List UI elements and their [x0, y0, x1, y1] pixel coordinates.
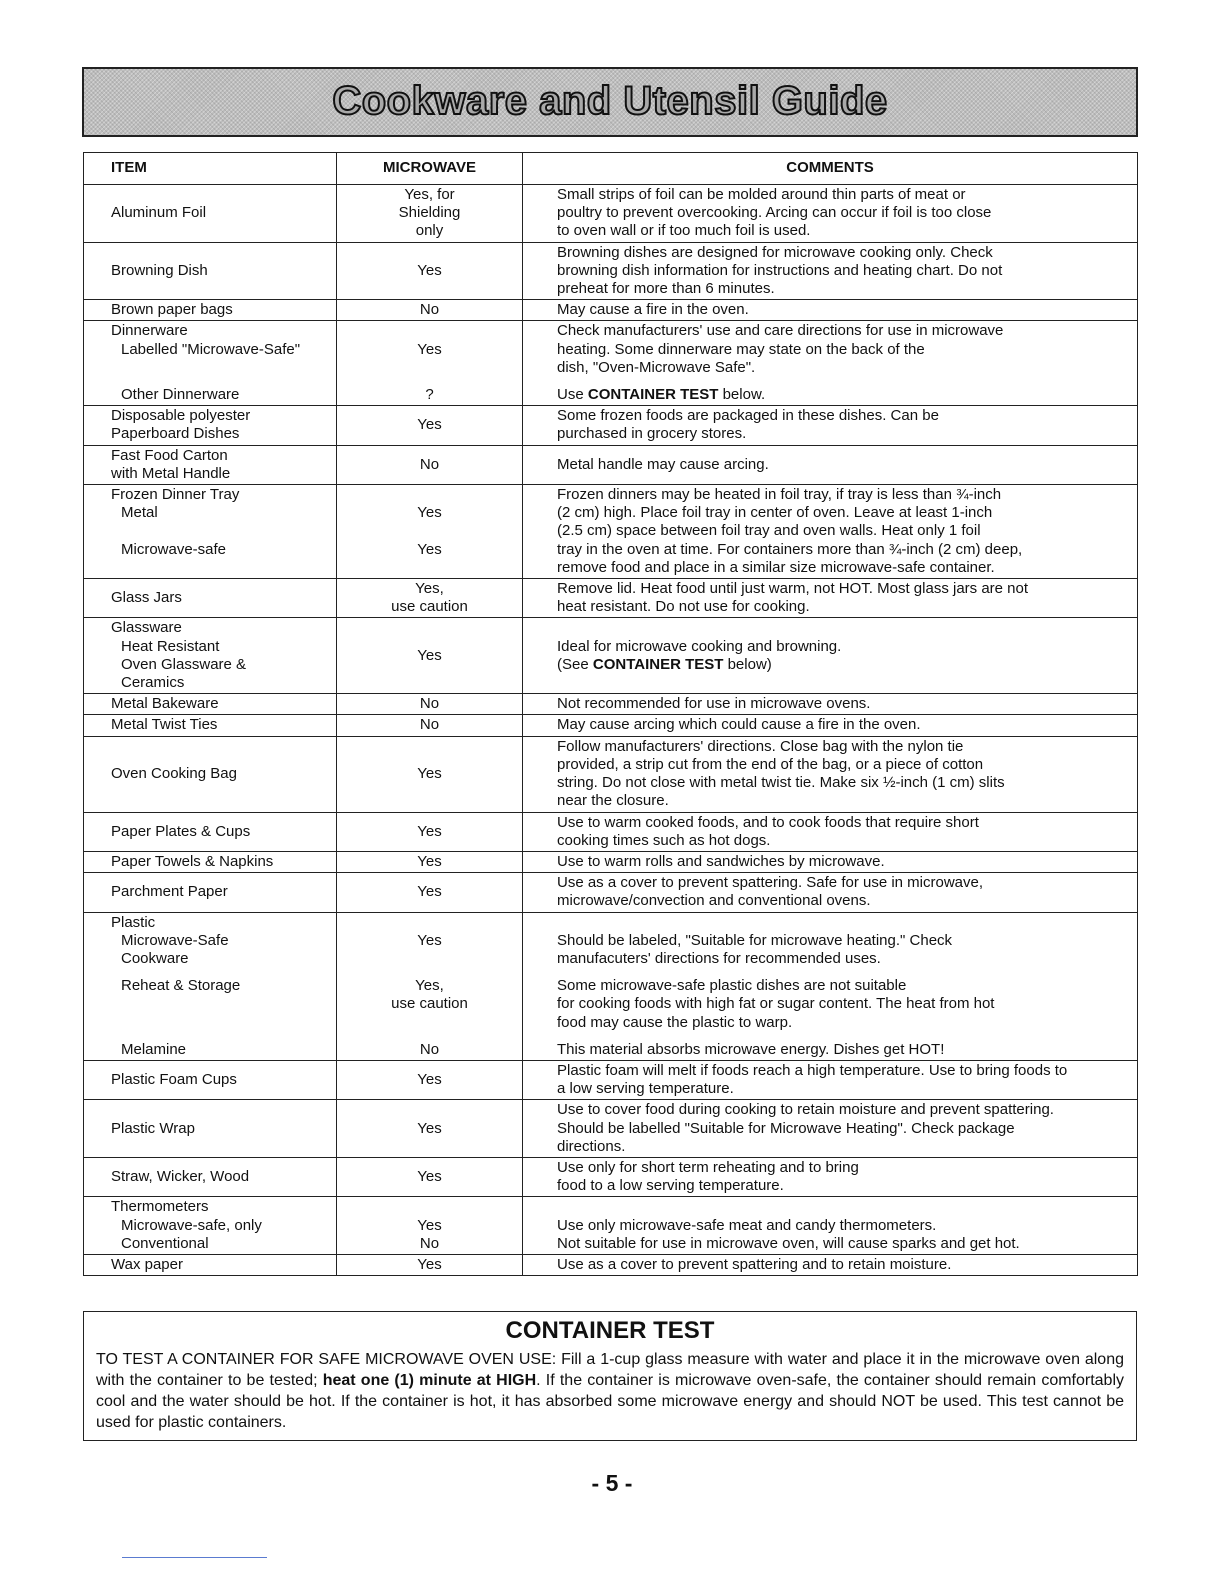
- page-banner: [82, 67, 1138, 137]
- microwave-value: Yes: [417, 261, 442, 279]
- item-name: Plastic: [111, 913, 156, 931]
- microwave-value: Yes: [417, 1216, 442, 1234]
- container-test-text: . If the container is microwave oven-safe, the container should remain comfortably cool and the water should be hot. If the container is hot, it has absorbed some microwave energy and should NOT be used. This test cannot be used for plastic containers.: [96, 1372, 1125, 1431]
- item-name: Fast Food Carton: [111, 446, 228, 464]
- microwave-value: Yes: [417, 883, 442, 901]
- item-subtype: Cookware: [121, 949, 189, 967]
- microwave-value: No: [419, 1040, 440, 1058]
- item-subtype: Labelled "Microwave-Safe": [121, 340, 301, 358]
- table-row: [84, 185, 1138, 243]
- table-row: [84, 579, 1138, 618]
- comment-line: browning dish information for instructions and heating chart. Do not: [557, 261, 1003, 279]
- comment-line: microwave/convection and conventional ovens.: [557, 892, 871, 910]
- comment-line: Some frozen foods are packaged in these dishes. Can be: [557, 407, 939, 425]
- comment-text: Use: [557, 386, 584, 404]
- comment-line: heat resistant. Do not use for cooking.: [557, 598, 810, 616]
- microwave-value: No: [419, 455, 440, 473]
- comment-line: Frozen dinners may be heated in foil tray, if tray is less than ¾-inch: [557, 486, 1002, 504]
- comment-line: heating. Some dinnerware may state on the back of the: [557, 340, 925, 358]
- comment-line: Should be labelled "Suitable for Microwave Heating". Check package: [557, 1119, 1015, 1137]
- item-name: Thermometers: [111, 1198, 209, 1216]
- comment-text: (See: [557, 655, 589, 673]
- item-name: Glass Jars: [111, 589, 182, 607]
- item-name: Paper Plates & Cups: [111, 822, 251, 840]
- item-name: Metal Twist Ties: [111, 716, 218, 734]
- microwave-value: No: [419, 1234, 440, 1252]
- microwave-value: use caution: [391, 995, 468, 1013]
- item-subtype: Heat Resistant: [121, 637, 220, 655]
- table-row: [84, 321, 1138, 406]
- table-row: [84, 445, 1138, 484]
- container-test-reference: CONTAINER TEST: [587, 386, 719, 404]
- microwave-value: Yes,: [415, 977, 444, 995]
- comment-line: Use to warm cooked foods, and to cook foods that require short: [557, 813, 979, 831]
- item-subtype: Melamine: [121, 1040, 187, 1058]
- item-name: Glassware: [111, 619, 182, 637]
- comment-line: Check manufacturers' use and care directions for use in microwave: [557, 322, 1004, 340]
- container-test-title: CONTAINER TEST: [505, 1317, 715, 1344]
- item-name: Plastic Wrap: [111, 1119, 195, 1137]
- item-name: Paperboard Dishes: [111, 425, 240, 443]
- footnote-divider: [122, 1557, 267, 1558]
- item-name: Wax paper: [111, 1255, 183, 1273]
- microwave-value: Yes: [417, 1255, 442, 1273]
- comment-line: Some microwave-safe plastic dishes are not suitable: [557, 977, 907, 995]
- page-title: Cookware and Utensil Guide: [332, 79, 888, 123]
- item-subtype: Reheat & Storage: [121, 977, 241, 995]
- column-header-comments: COMMENTS: [523, 153, 1138, 185]
- table-row: [84, 912, 1138, 1060]
- item-name: Disposable polyester: [111, 407, 251, 425]
- comment-line: Browning dishes are designed for microwave cooking only. Check: [557, 243, 993, 261]
- comment-line: directions.: [557, 1137, 626, 1155]
- comment-line: Metal handle may cause arcing.: [557, 455, 769, 473]
- comment-line: a low serving temperature.: [557, 1080, 734, 1098]
- comment-line: provided, a strip cut from the end of the bag, or a piece of cotton: [557, 755, 984, 773]
- item-name: Dinnerware: [111, 322, 188, 340]
- comment-line: cooking times such as hot dogs.: [557, 831, 771, 849]
- item-subtype: Ceramics: [121, 674, 185, 692]
- comment-line: purchased in grocery stores.: [557, 425, 747, 443]
- comment-line: [557, 386, 1131, 404]
- microwave-value: Yes: [417, 764, 442, 782]
- table-row: [84, 485, 1138, 579]
- item-name: Paper Towels & Napkins: [111, 852, 274, 870]
- comment-line: Remove lid. Heat food until just warm, not HOT. Most glass jars are not: [557, 580, 1029, 598]
- comment-line: near the closure.: [557, 792, 669, 810]
- column-header-item: ITEM: [84, 153, 337, 185]
- comment-line: to oven wall or if too much foil is used.: [557, 222, 811, 240]
- comment-line: Small strips of foil can be molded around thin parts of meat or: [557, 186, 966, 203]
- microwave-value: Yes: [417, 416, 442, 434]
- item-subtype: Metal: [121, 504, 158, 522]
- container-test-box: [83, 1311, 1137, 1441]
- table-row: [84, 1060, 1138, 1099]
- cookware-guide-table: [83, 152, 1138, 1276]
- comment-line: food to a low serving temperature.: [557, 1177, 784, 1195]
- item-name: with Metal Handle: [111, 464, 231, 482]
- table-row: [84, 694, 1138, 715]
- microwave-value: Yes,: [415, 580, 444, 598]
- microwave-value: Yes: [417, 852, 442, 870]
- table-row: [84, 851, 1138, 872]
- comment-line: Use only microwave-safe meat and candy thermometers.: [557, 1216, 937, 1234]
- table-row: [84, 300, 1138, 321]
- microwave-value: Yes: [417, 540, 442, 558]
- table-row: [84, 715, 1138, 736]
- item-name: Brown paper bags: [111, 301, 233, 319]
- microwave-value: Yes: [417, 931, 442, 949]
- container-test-bold-text: heat one (1) minute at HIGH: [322, 1372, 537, 1389]
- table-row: [84, 1100, 1138, 1158]
- comment-line: Use as a cover to prevent spattering and to retain moisture.: [557, 1255, 952, 1273]
- table-row: [84, 736, 1138, 812]
- table-row: [84, 618, 1138, 694]
- microwave-value: Yes: [417, 1119, 442, 1137]
- microwave-value: use caution: [391, 598, 468, 616]
- column-header-microwave: MICROWAVE: [337, 153, 523, 185]
- microwave-value: only: [415, 222, 444, 240]
- microwave-value: Yes: [417, 822, 442, 840]
- table-row: [84, 1197, 1138, 1255]
- table-row: [84, 1157, 1138, 1196]
- comment-line: (2.5 cm) space between foil tray and oven walls. Heat only 1 foil: [557, 522, 981, 540]
- microwave-value: Yes: [417, 1168, 442, 1186]
- comment-line: dish, "Oven-Microwave Safe".: [557, 358, 756, 376]
- comment-text: below.: [722, 386, 766, 404]
- microwave-value: No: [419, 716, 440, 734]
- comment-line: preheat for more than 6 minutes.: [557, 280, 775, 298]
- item-subtype: Microwave-safe, only: [121, 1216, 262, 1234]
- table-row: [84, 242, 1138, 300]
- comment-line: Plastic foam will melt if foods reach a high temperature. Use to bring foods to: [557, 1061, 1068, 1079]
- item-name: Plastic Foam Cups: [111, 1071, 237, 1089]
- microwave-value: ?: [425, 386, 434, 404]
- microwave-value: No: [419, 695, 440, 713]
- comment-line: Use only for short term reheating and to bring: [557, 1158, 859, 1176]
- item-name: Oven Cooking Bag: [111, 764, 237, 782]
- container-test-reference: CONTAINER TEST: [592, 655, 724, 673]
- microwave-value: No: [419, 301, 440, 319]
- comment-line: Follow manufacturers' directions. Close bag with the nylon tie: [557, 737, 964, 755]
- comment-line: poultry to prevent overcooking. Arcing can occur if foil is too close: [557, 204, 992, 222]
- comment-line: This material absorbs microwave energy. Dishes get HOT!: [557, 1040, 945, 1058]
- microwave-value: Yes: [417, 340, 442, 358]
- item-name: Metal Bakeware: [111, 695, 219, 713]
- container-test-body: [84, 1349, 1136, 1433]
- item-subtype: Microwave-safe: [121, 540, 227, 558]
- item-subtype: Oven Glassware &: [121, 655, 247, 673]
- comment-line: for cooking foods with high fat or sugar content. The heat from hot: [557, 995, 995, 1013]
- comment-text: below): [727, 655, 772, 673]
- microwave-value: Yes, for: [404, 186, 455, 203]
- comment-line: tray in the oven at time. For containers more than ¾-inch (2 cm) deep,: [557, 540, 1023, 558]
- comment-line: manufacuters' directions for recommended uses.: [557, 949, 881, 967]
- comment-line: food may cause the plastic to warp.: [557, 1013, 793, 1031]
- microwave-value: Shielding: [398, 204, 461, 222]
- item-name: Browning Dish: [111, 261, 208, 279]
- comment-line: Not recommended for use in microwave ovens.: [557, 695, 871, 713]
- item-name: Parchment Paper: [111, 883, 228, 901]
- comment-line: remove food and place in a similar size microwave-safe container.: [557, 558, 995, 576]
- table-row: [84, 873, 1138, 912]
- microwave-value: Yes: [417, 646, 442, 664]
- comment-line: Not suitable for use in microwave oven, will cause sparks and get hot.: [557, 1234, 1020, 1252]
- comment-line: Use to cover food during cooking to retain moisture and prevent spattering.: [557, 1101, 1054, 1119]
- page-number: - 5 -: [591, 1470, 633, 1496]
- item-name: Straw, Wicker, Wood: [111, 1168, 250, 1186]
- comment-line: May cause arcing which could cause a fire in the oven.: [557, 716, 921, 734]
- comment-line: Ideal for microwave cooking and browning.: [557, 637, 842, 655]
- microwave-value: Yes: [417, 504, 442, 522]
- microwave-value: Yes: [417, 1071, 442, 1089]
- item-subtype: Other Dinnerware: [121, 386, 240, 404]
- comment-line: May cause a fire in the oven.: [557, 301, 749, 319]
- container-test-text: TO TEST A CONTAINER FOR SAFE MICROWAVE OVEN USE: Fill a 1-cup glass measure with water and place it in the microwave oven along with the container to be tested;: [96, 1351, 1124, 1389]
- comment-line: Use as a cover to prevent spattering. Safe for use in microwave,: [557, 874, 984, 892]
- item-subtype: Microwave-Safe: [121, 931, 229, 949]
- item-subtype: Conventional: [121, 1234, 209, 1252]
- comment-line: Should be labeled, "Suitable for microwave heating." Check: [557, 931, 953, 949]
- item-name: Frozen Dinner Tray: [111, 486, 240, 504]
- comment-line: (2 cm) high. Place foil tray in center of oven. Leave at least 1-inch: [557, 504, 993, 522]
- table-row: [84, 812, 1138, 851]
- table-row: [84, 406, 1138, 445]
- comment-line: string. Do not close with metal twist tie. Make six ½-inch (1 cm) slits: [557, 774, 1005, 792]
- table-header-row: [84, 153, 1138, 185]
- table-row: [84, 1254, 1138, 1275]
- item-name: Aluminum Foil: [111, 204, 207, 222]
- comment-line: Use to warm rolls and sandwiches by microwave.: [557, 852, 885, 870]
- comment-line: [557, 656, 1131, 674]
